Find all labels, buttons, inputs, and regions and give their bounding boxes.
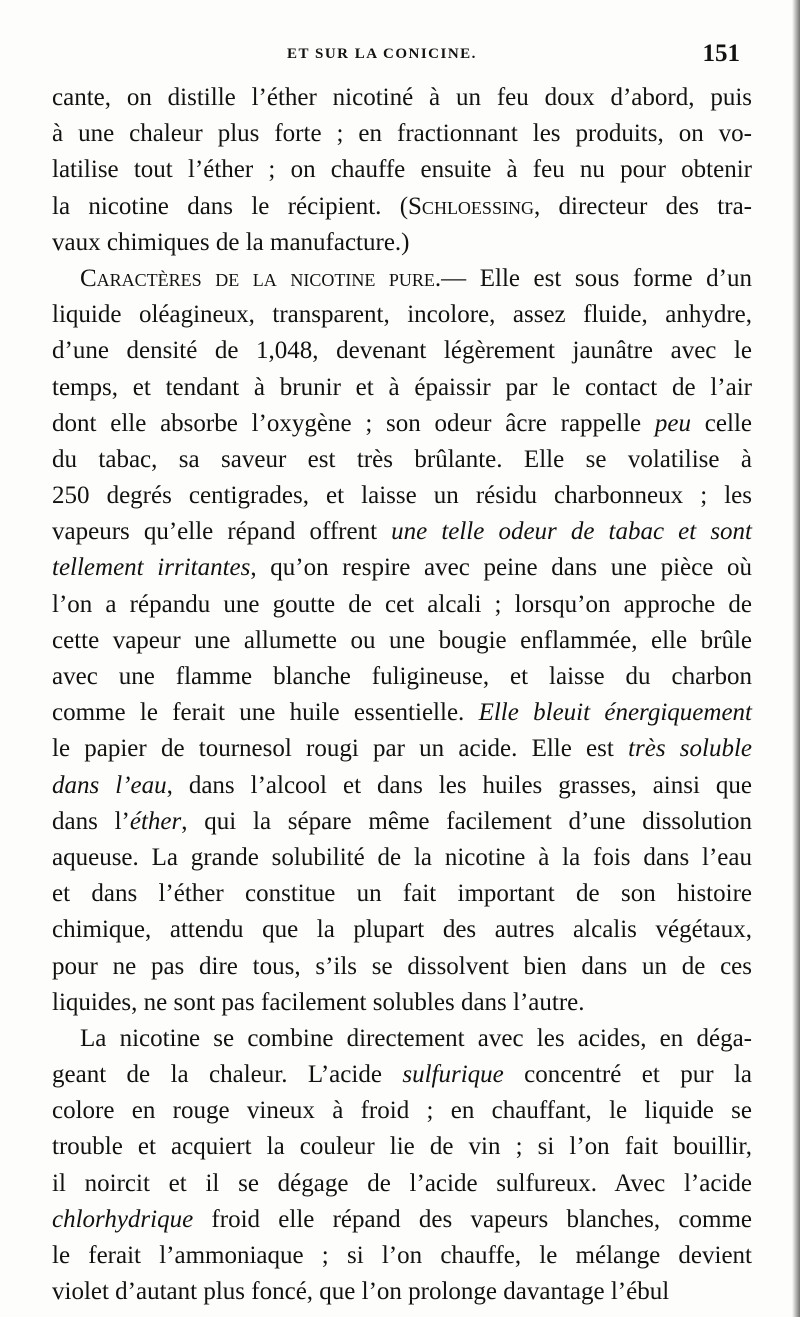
- text-run: — Elle est sous forme d’un: [441, 264, 752, 292]
- text-line: cette vapeur une allumette ou une bougie enflammée, elle brûle: [52, 626, 752, 654]
- italic-run: très soluble: [628, 735, 752, 763]
- text-line: l’on a répandu une goutte de cet alcali ; lorsqu’on approche de: [52, 590, 752, 618]
- text-line: [52, 1202, 752, 1238]
- text-line: [52, 695, 752, 731]
- running-head: ET SUR LA CONICINE.: [287, 46, 477, 62]
- italic-run: sulfurique: [402, 1061, 504, 1089]
- text-line: à une chaleur plus forte ; en fractionnant les produits, on vo-: [52, 120, 752, 148]
- page-header: [55, 40, 740, 74]
- text-line: avec une flamme blanche fuligineuse, et laisse du charbon: [52, 663, 752, 690]
- text-run: la nicotine dans le récipient. (: [52, 192, 409, 220]
- page-number: 151: [702, 40, 740, 67]
- text-run: comme le ferait une huile essentielle.: [52, 699, 479, 727]
- text-run: , qu’on respire avec peine dans une pièce où: [250, 554, 752, 582]
- text-run: dont elle absorbe l’oxygène ; son odeur âcre rappelle: [52, 409, 655, 437]
- text-line: cante, on distille l’éther nicotiné à un feu doux d’abord, puis: [52, 84, 752, 111]
- text-line: d’une densité de 1,048, devenant légèrement jaunâtre avec le: [52, 337, 752, 365]
- body-text: [52, 80, 752, 1310]
- text-line: pour ne pas dire tous, s’ils se dissolvent bien dans un de ces: [52, 952, 752, 980]
- text-run: geant de la chaleur. L’acide: [52, 1061, 403, 1089]
- text-run: , directeur des tra-: [533, 192, 752, 220]
- text-line: [52, 1057, 752, 1093]
- italic-run: éther: [129, 807, 182, 835]
- text-line: temps, et tendant à brunir et à épaissir par le contact de l’air: [52, 373, 752, 401]
- page-edge-shadow: [792, 0, 800, 1317]
- italic-run: tellement irritantes: [52, 554, 251, 582]
- section-heading: Caractères de la nicotine pure.: [80, 264, 442, 292]
- italic-run: peu: [654, 409, 692, 437]
- text-line: [52, 261, 752, 297]
- text-run: dans l’: [52, 807, 130, 835]
- text-line: le ferait l’ammoniaque ; si l’on chauffe, le mélange devient: [52, 1242, 752, 1269]
- italic-run: Elle bleuit énergiquement: [478, 699, 752, 727]
- author-name: Schloessing: [408, 192, 534, 220]
- text-run: le papier de tournesol rougi par un acide. Elle est: [52, 735, 629, 763]
- text-line: 250 degrés centigrades, et laisse un résidu charbonneux ; les: [52, 482, 752, 510]
- text-line: violet d’autant plus foncé, que l’on prolonge davantage l’ébul: [52, 1278, 670, 1306]
- text-run: , dans l’alcool et dans les huiles grasses, ainsi que: [166, 771, 752, 799]
- text-line: latilise tout l’éther ; on chauffe ensuite à feu nu pour obtenir: [52, 156, 752, 184]
- text-run: froid elle répand des vapeurs blanches, comme: [193, 1205, 752, 1233]
- text-line: [52, 550, 752, 586]
- text-line: colore en rouge vineux à froid ; en chauffant, le liquide se: [52, 1097, 752, 1125]
- text-line: du tabac, sa saveur est très brûlante. Elle se volatilise à: [52, 445, 752, 473]
- text-line: [52, 731, 752, 767]
- text-line: liquides, ne sont pas facilement solubles dans l’autre.: [52, 988, 585, 1016]
- text-line: trouble et acquiert la couleur lie de vin ; si l’on fait bouillir,: [52, 1133, 752, 1161]
- text-line: chimique, attendu que la plupart des autres alcalis végétaux,: [52, 916, 752, 944]
- text-line: La nicotine se combine directement avec les acides, en déga-: [80, 1024, 752, 1052]
- italic-run: une telle odeur de tabac et sont: [391, 518, 752, 546]
- text-run: vapeurs qu’elle répand offrent: [52, 518, 392, 546]
- text-line: il noircit et il se dégage de l’acide sulfureux. Avec l’acide: [52, 1169, 752, 1197]
- text-line: et dans l’éther constitue un fait important de son histoire: [52, 880, 752, 908]
- text-line: [52, 768, 752, 804]
- text-run: concentré et pur la: [503, 1061, 752, 1089]
- italic-run: dans l’eau: [52, 771, 167, 799]
- text-line: [52, 514, 752, 550]
- italic-run: chlorhydrique: [52, 1205, 194, 1233]
- text-line: [52, 189, 752, 225]
- text-line: liquide oléagineux, transparent, incolore, assez fluide, anhydre,: [52, 301, 752, 329]
- text-run: celle: [691, 409, 752, 437]
- text-line: [52, 406, 752, 442]
- text-run: , qui la sépare même facilement d’une dissolution: [181, 807, 752, 835]
- text-line: vaux chimiques de la manufacture.): [52, 228, 410, 256]
- text-line: [52, 804, 752, 840]
- text-line: aqueuse. La grande solubilité de la nicotine à la fois dans l’eau: [52, 843, 752, 871]
